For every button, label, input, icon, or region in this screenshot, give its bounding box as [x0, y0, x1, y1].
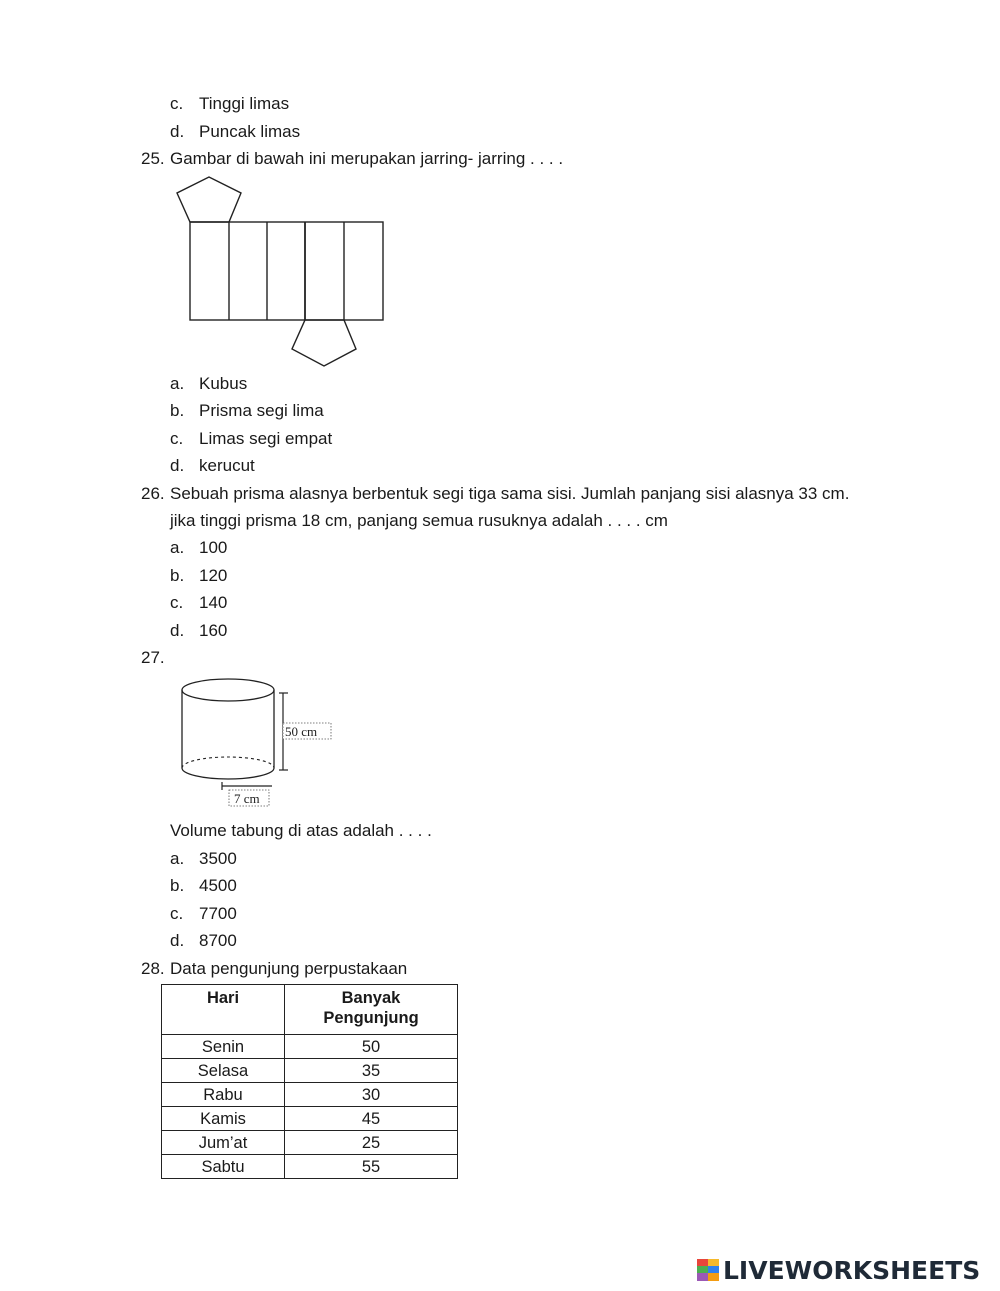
option-letter: d. — [170, 621, 185, 640]
option-text: Kubus — [199, 374, 248, 393]
option-letter: c. — [170, 429, 184, 448]
table-row — [162, 1131, 458, 1155]
logo-blocks-icon — [697, 1259, 719, 1281]
option-text: Tinggi limas — [199, 94, 290, 113]
option-text: 7700 — [199, 904, 237, 923]
option-text: 140 — [199, 593, 228, 612]
question-text: Gambar di bawah ini merupakan jarring- jarring . . . . — [170, 149, 564, 168]
question-number: 27. — [141, 648, 165, 667]
logo-text: LIVEWORKSHEETS — [723, 1255, 981, 1285]
option-letter: d. — [170, 931, 185, 950]
option-text: Puncak limas — [199, 122, 301, 141]
option-text: Prisma segi lima — [199, 401, 324, 420]
table-row — [162, 1107, 458, 1131]
cell-count: 35 — [285, 1059, 458, 1083]
radius-label: 7 cm — [234, 791, 260, 806]
question-text-line2: jika tinggi prisma 18 cm, panjang semua rusuknya adalah . . . . cm — [170, 511, 668, 530]
cell-count: 25 — [285, 1131, 458, 1155]
table-row — [162, 1059, 458, 1083]
cell-day: Selasa — [162, 1059, 285, 1083]
cell-count: 50 — [285, 1035, 458, 1059]
header-count-text: Banyak Pengunjung — [323, 989, 419, 1027]
cell-day: Sabtu — [162, 1155, 285, 1179]
question-number: 26. — [141, 484, 165, 503]
cell-day: Rabu — [162, 1083, 285, 1107]
height-label: 50 cm — [285, 724, 318, 739]
header-count — [285, 985, 458, 1035]
cell-day: Jum’at — [162, 1131, 285, 1155]
option-letter: b. — [170, 401, 185, 420]
option-text: Limas segi empat — [199, 429, 333, 448]
question-number: 28. — [141, 959, 165, 978]
question-text: Volume tabung di atas adalah . . . . — [170, 821, 432, 840]
table-row — [162, 1083, 458, 1107]
option-letter: c. — [170, 593, 184, 612]
cell-count: 55 — [285, 1155, 458, 1179]
option-letter: c. — [170, 94, 184, 113]
cell-day: Senin — [162, 1035, 285, 1059]
option-letter: a. — [170, 538, 185, 557]
question-number: 25. — [141, 149, 165, 168]
liveworksheets-logo[interactable] — [697, 1256, 980, 1284]
option-text: 3500 — [199, 849, 237, 868]
option-text: 8700 — [199, 931, 237, 950]
option-letter: b. — [170, 876, 185, 895]
option-text: kerucut — [199, 456, 255, 475]
option-text: 120 — [199, 566, 228, 585]
cell-count: 45 — [285, 1107, 458, 1131]
table-row — [162, 1155, 458, 1179]
visitor-table — [161, 984, 458, 1179]
cell-day: Kamis — [162, 1107, 285, 1131]
option-letter: c. — [170, 904, 184, 923]
option-letter: d. — [170, 122, 185, 141]
question-text: Data pengunjung perpustakaan — [170, 959, 408, 978]
option-text: 160 — [199, 621, 228, 640]
option-letter: b. — [170, 566, 185, 585]
option-text: 4500 — [199, 876, 237, 895]
option-letter: a. — [170, 374, 185, 393]
option-letter: d. — [170, 456, 185, 475]
cell-count: 30 — [285, 1083, 458, 1107]
option-text: 100 — [199, 538, 228, 557]
header-day: Hari — [162, 985, 285, 1035]
option-letter: a. — [170, 849, 185, 868]
table-row — [162, 1035, 458, 1059]
question-text-line1: Sebuah prisma alasnya berbentuk segi tiga sama sisi. Jumlah panjang sisi alasnya 33 cm. — [170, 484, 850, 503]
